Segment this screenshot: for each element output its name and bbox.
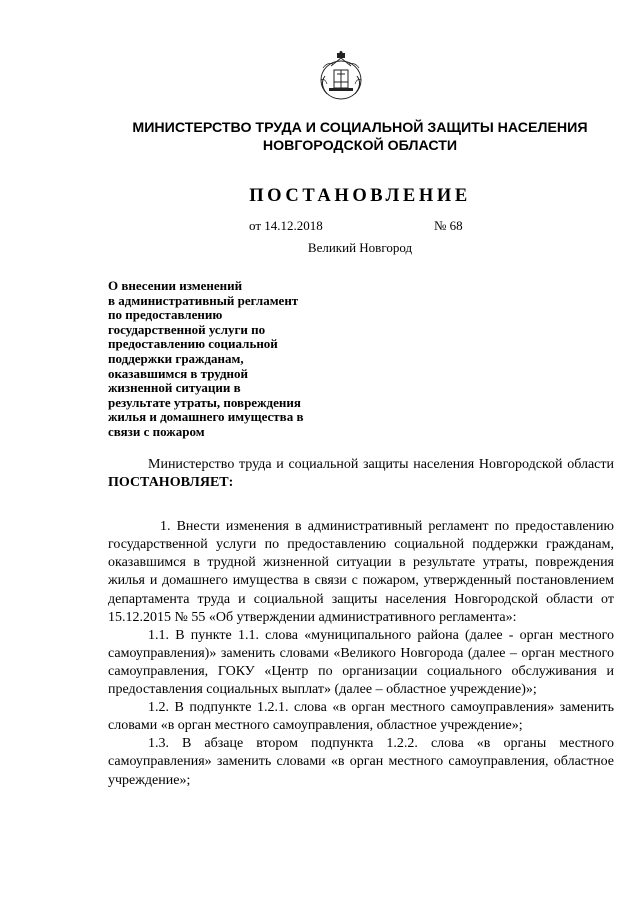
- intro-paragraph: [108, 456, 614, 492]
- ministry-name-line1: МИНИСТЕРСТВО ТРУДА И СОЦИАЛЬНОЙ ЗАЩИТЫ НАСЕЛЕНИЯ: [132, 120, 588, 136]
- subject-line: по предоставлению: [108, 307, 223, 323]
- subject-line: О внесении изменений: [108, 278, 243, 293]
- subject-line: в административный регламент: [108, 292, 299, 308]
- resolves-word: ПОСТАНОВЛЯЕТ:: [108, 475, 234, 491]
- subject-line: государственной услуги по: [108, 321, 266, 337]
- coat-of-arms-icon: [315, 50, 367, 102]
- subject-line: предоставлению социальной: [108, 336, 278, 352]
- subject-line: связи с пожаром: [108, 423, 205, 439]
- document-number: № 68: [434, 218, 463, 233]
- ministry-name-line2: НОВГОРОДСКОЙ ОБЛАСТИ: [262, 138, 458, 154]
- document-type-title: ПОСТАНОВЛЕНИЕ: [249, 186, 471, 206]
- subject-line: жилья и домашнего имущества в: [108, 409, 304, 425]
- item-1-2-paragraph: 1.2. В подпункте 1.2.1. слова «в орган местного самоуправления» заменить словами «в орган местного самоуправления, областное учреждение»;: [108, 700, 614, 734]
- item-1-3-paragraph: 1.3. В абзаце втором подпункта 1.2.2. слова «в органы местного самоуправления» заменить словами «в орган местного самоуправления, областное учреждение»;: [108, 736, 614, 788]
- document-place: Великий Новгород: [307, 240, 413, 255]
- item-1-paragraph: 1. Внести изменения в административный регламент по предоставлению государственной услуги по предоставлению социальной поддержки гражданам, оказавшимся в трудной жизненной ситуации в результате утраты, повреждения жилья и домашнего имущества в связи с пожаром, утвержденный постановлением департамента труда и социальной защиты населения Новгородской области от 15.12.2015 № 55 «Об утверждении административного регламента»:: [108, 519, 614, 625]
- subject-line: поддержки гражданам,: [108, 350, 244, 366]
- document-subject: [108, 279, 348, 440]
- intro-text: Министерство труда и социальной защиты населения Новгородской области: [148, 457, 614, 472]
- subject-line: результате утраты, повреждения: [108, 394, 301, 410]
- subject-line: жизненной ситуации в: [108, 380, 241, 396]
- ministry-name: [0, 119, 640, 155]
- item-1-1-paragraph: 1.1. В пункте 1.1. слова «муниципального района (далее - орган местного самоуправления)» заменить словами «Великого Новгорода (далее – орган местного самоуправления, ГОКУ «Центр по организации социального обслуживания и предоставления социальных выплат» (далее – областное учреждение)»;: [108, 627, 614, 698]
- subject-line: оказавшимся в трудной: [108, 365, 249, 381]
- document-body: [108, 456, 614, 790]
- document-date: от 14.12.2018: [249, 218, 323, 233]
